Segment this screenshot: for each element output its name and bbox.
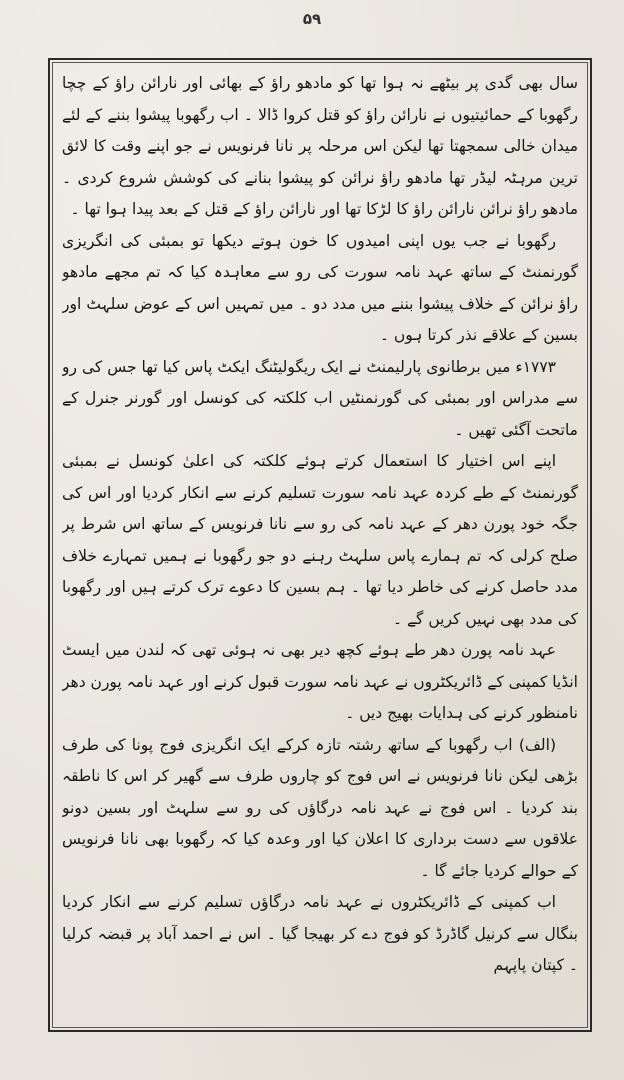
page-number: ۵۹ bbox=[302, 10, 322, 28]
paragraph-1: سال بھی گدی پر بیٹھے نہ ہوا تھا کو مادھو راؤ کے بھائی اور نارائن راؤ کے چچا رگھوبا کے حمائیتیوں نے نارائن راؤ کو قتل کروا ڈالا ۔ اب رگھوبا پیشوا بننے کے لئے میدان خالی سمجھتا تھا لیکن اس مرحلہ پر نانا فرنویس نے جو اپنے وقت کا لائق ترین مرہٹہ لیڈر تھا مادھو راؤ نرائن کو پیشوا بنانے کی کوشش شروع کردی ۔ مادھو راؤ نرائن نارائن راؤ کا لڑکا تھا اور نارائن راؤ کے قتل کے بعد پیدا ہوا تھا ۔ bbox=[62, 74, 578, 218]
paragraph-7: اب کمپنی کے ڈائریکٹروں نے عہد نامہ درگاؤں تسلیم کرنے سے انکار کردیا بنگال سے کرنیل گاڈرڈ کو فوج دے کر بھیجا گیا ۔ اس نے احمد آباد پر قبضہ کرلیا ۔ کپتان پاپہم bbox=[62, 893, 578, 974]
paragraph-2: رگھوبا نے جب یوں اپنی امیدوں کا خون ہوتے دیکھا تو بمبئی کی انگریزی گورنمنٹ کے ساتھ عہد نامہ سورت کی رو سے معاہدہ کیا کہ تم مجھے مادھو راؤ نرائن کے خلاف پیشوا بننے میں مدد دو ۔ میں تمہیں اس کے عوض سلہٹ اور بسین کے علاقے نذر کرتا ہوں ۔ bbox=[62, 231, 578, 344]
paragraph-5: عہد نامہ پورن دھر طے ہوئے کچھ دیر بھی نہ ہوئی تھی کہ لندن میں ایسٹ انڈیا کمپنی کے ڈائریکٹروں نے عہد نامہ سورت قبول کرنے اور عہد نامہ پورن دھر نامنظور کرنے کی ہدایات بھیج دیں ۔ bbox=[62, 641, 578, 722]
paragraph-4: اپنے اس اختیار کا استعمال کرتے ہوئے کلکتہ کی اعلیٰ کونسل نے بمبئی گورنمنٹ کے طے کردہ عہد نامہ سورت تسلیم کرنے سے انکار کردیا اور اس کی جگہ خود پورن دھر کے عہد نامہ کی رو سے نانا فرنویس کے ساتھ اس شرط پر صلح کرلی کہ تم ہمارے پاس سلہٹ رہنے دو جو رگھوبا نے ہمیں تمہارے خلاف مدد حاصل کرنے کی خاطر دیا تھا ۔ ہم بسین کا دعوے ترک کرتے ہیں اور رگھوبا کی مدد بھی نہیں کریں گے ۔ bbox=[62, 452, 578, 628]
paragraph-6: (الف) اب رگھوبا کے ساتھ رشتہ تازہ کرکے ایک انگریزی فوج پونا کی طرف بڑھی لیکن نانا فرنویس نے اس فوج کو چاروں طرف سے گھیر کر اس کا ناطقہ بند کردیا ۔ اس فوج نے عہد نامہ درگاؤں کی رو سے سلہٹ اور بسین دونو علاقوں سے دست برداری کا اعلان کیا اور وعدہ کیا کہ رگھوبا بھی نانا فرنویس کے حوالے کردیا جائے گا ۔ bbox=[62, 735, 578, 880]
body-text bbox=[62, 68, 578, 1023]
paragraph-3: ۱۷۷۳ء میں برطانوی پارلیمنٹ نے ایک ریگولیٹنگ ایکٹ پاس کیا تھا جس کی رو سے مدراس اور بمبئی کی گورنمنٹیں اب کلکتہ کی کونسل اور گورنر جنرل کے ماتحت آگئی تھیں ۔ bbox=[62, 357, 578, 439]
